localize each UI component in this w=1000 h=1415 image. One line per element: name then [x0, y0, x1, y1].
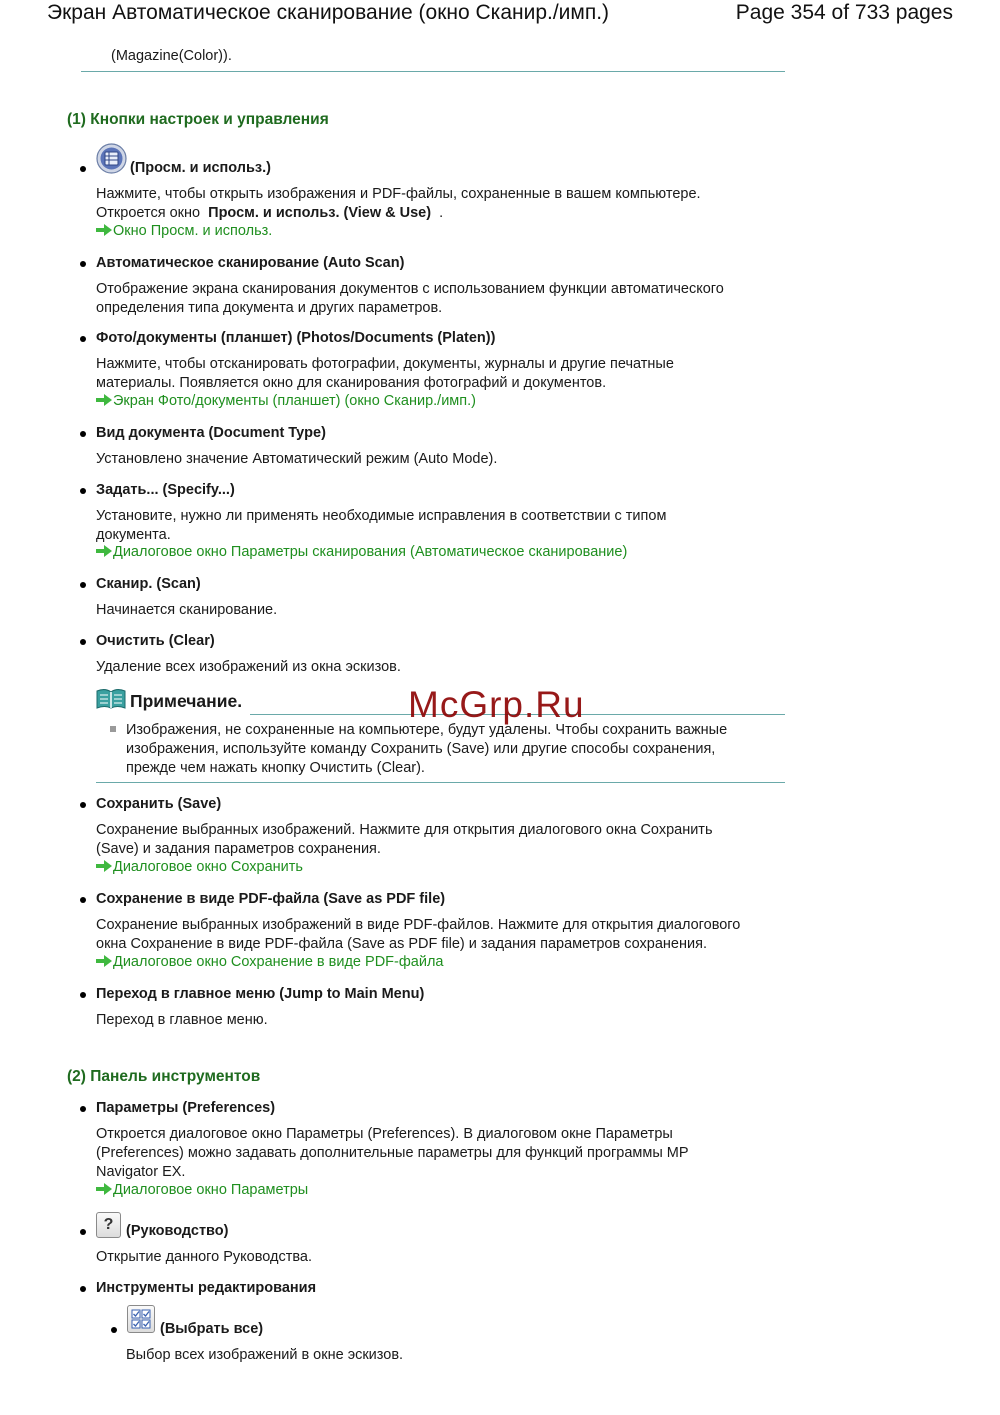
specify-desc: Установите, нужно ли применять необходимые исправления в соответствии с типом: [96, 508, 667, 524]
bullet: [80, 1106, 86, 1112]
bullet: [80, 261, 86, 267]
photos-docs-link[interactable]: Экран Фото/документы (планшет) (окно Сканир./имп.): [96, 393, 476, 409]
guide-label: (Руководство): [126, 1223, 229, 1239]
book-icon: [96, 689, 126, 709]
view-use-icon: [96, 143, 127, 174]
section-heading-toolbar: (2) Панель инструментов: [67, 1068, 261, 1085]
select-all-desc: Выбор всех изображений в окне эскизов.: [126, 1347, 404, 1363]
page-counter: Page 354 of 733 pages: [735, 1, 953, 24]
view-use-desc: Нажмите, чтобы открыть изображения и PDF-файлы, сохраненные в вашем компьютере.: [96, 186, 701, 202]
guide-desc: Открытие данного Руководства.: [96, 1249, 313, 1265]
note-line-3: прежде чем нажать кнопку Очистить (Clear).: [126, 760, 425, 776]
save-link[interactable]: Диалоговое окно Сохранить: [96, 859, 303, 875]
specify-label: Задать... (Specify...): [96, 482, 235, 498]
save-desc: Сохранение выбранных изображений. Нажмите для открытия диалогового окна Сохранить: [96, 822, 713, 838]
prefs-desc3: Navigator EX.: [96, 1164, 186, 1180]
save-pdf-desc: Сохранение выбранных изображений в виде PDF-файлов. Нажмите для открытия диалогового: [96, 917, 741, 933]
photos-docs-label: Фото/документы (планшет) (Photos/Documents (Platen)): [96, 330, 496, 346]
clear-label: Очистить (Clear): [96, 633, 215, 649]
divider: [81, 71, 785, 72]
save-desc2: (Save) и задания параметров сохранения.: [96, 841, 381, 857]
prefs-desc: Откроется диалоговое окно Параметры (Preferences). В диалоговом окне Параметры: [96, 1126, 673, 1142]
save-pdf-link[interactable]: Диалоговое окно Сохранение в виде PDF-файла: [96, 954, 443, 970]
doc-type-desc: Установлено значение Автоматический режим (Auto Mode).: [96, 451, 498, 467]
select-all-icon: [127, 1305, 155, 1333]
scan-desc: Начинается сканирование.: [96, 602, 278, 618]
square-bullet: [110, 726, 116, 732]
prefs-label: Параметры (Preferences): [96, 1100, 276, 1116]
note-line-1: Изображения, не сохраненные на компьютере, будут удалены. Чтобы сохранить важные: [126, 722, 728, 738]
arrow-right-icon: [96, 394, 112, 406]
prefs-desc2: (Preferences) можно задавать дополнительные параметры для функций программы MP: [96, 1145, 689, 1161]
clear-desc: Удаление всех изображений из окна эскизов.: [96, 659, 401, 675]
specify-desc2: документа.: [96, 527, 171, 543]
bullet: [80, 802, 86, 808]
scan-label: Сканир. (Scan): [96, 576, 201, 592]
view-use-label: (Просм. и использ.): [130, 160, 271, 176]
bullet: [80, 166, 86, 172]
doc-type-label: Вид документа (Document Type): [96, 425, 326, 441]
save-pdf-desc2: окна Сохранение в виде PDF-файла (Save as PDF file) и задания параметров сохранения.: [96, 936, 707, 952]
main-menu-label: Переход в главное меню (Jump to Main Menu): [96, 986, 425, 1002]
save-pdf-label: Сохранение в виде PDF-файла (Save as PDF file): [96, 891, 446, 907]
view-use-link[interactable]: Окно Просм. и использ.: [96, 223, 272, 239]
continuation-text: (Magazine(Color)).: [111, 48, 232, 64]
note-title: Примечание.: [130, 691, 243, 711]
photos-docs-desc: Нажмите, чтобы отсканировать фотографии, документы, журналы и другие печатные: [96, 356, 674, 372]
photos-docs-desc2: материалы. Появляется окно для сканирования фотографий и документов.: [96, 375, 607, 391]
main-menu-desc: Переход в главное меню.: [96, 1012, 268, 1028]
bullet: [111, 1327, 117, 1333]
bullet: [80, 336, 86, 342]
note-bottom-rule: [96, 782, 785, 783]
bullet: [80, 582, 86, 588]
arrow-right-icon: [96, 545, 112, 557]
specify-link[interactable]: Диалоговое окно Параметры сканирования (Автоматическое сканирование): [96, 544, 627, 560]
bullet: [80, 1286, 86, 1292]
auto-scan-desc: Отображение экрана сканирования документов с использованием функции автоматического: [96, 281, 724, 297]
arrow-right-icon: [96, 224, 112, 236]
arrow-right-icon: [96, 860, 112, 872]
arrow-right-icon: [96, 955, 112, 967]
auto-scan-desc2: определения типа документа и других параметров.: [96, 300, 443, 316]
bullet: [80, 639, 86, 645]
note-line-2: изображения, используйте команду Сохранить (Save) или другие способы сохранения,: [126, 741, 716, 757]
prefs-link[interactable]: Диалоговое окно Параметры: [96, 1182, 308, 1198]
edit-tools-label: Инструменты редактирования: [96, 1280, 317, 1296]
save-label: Сохранить (Save): [96, 796, 222, 812]
auto-scan-label: Автоматическое сканирование (Auto Scan): [96, 255, 405, 271]
document-title: Экран Автоматическое сканирование (окно Сканир./имп.): [47, 1, 610, 24]
help-icon: ?: [96, 1212, 121, 1238]
bullet: [80, 1229, 86, 1235]
watermark: McGrp.Ru: [408, 684, 585, 725]
view-use-desc2: Откроется окно Просм. и использ. (View & Use) .: [96, 205, 444, 221]
bullet: [80, 992, 86, 998]
bullet: [80, 488, 86, 494]
arrow-right-icon: [96, 1183, 112, 1195]
bullet: [80, 431, 86, 437]
bullet: [80, 897, 86, 903]
section-heading-buttons: (1) Кнопки настроек и управления: [67, 111, 329, 128]
select-all-label: (Выбрать все): [160, 1321, 264, 1337]
